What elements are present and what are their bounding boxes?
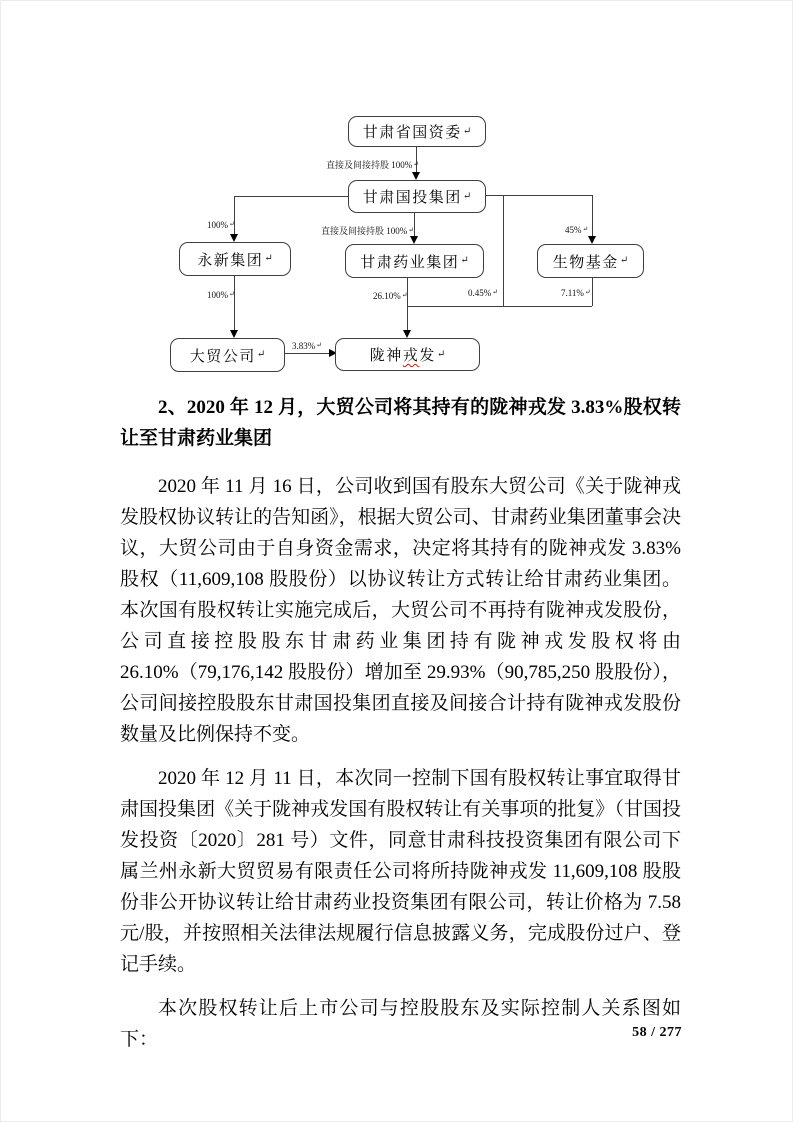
node-gansu-pharma-group	[345, 244, 484, 278]
edge-label-text: 直接及间接持股 100%	[321, 226, 408, 236]
node-label-spellcheck: 戎	[402, 348, 420, 364]
edge-label-45	[565, 225, 588, 235]
node-label: 陇神	[369, 348, 403, 364]
edge-label-direct-indirect-100-pharma	[321, 224, 414, 237]
return-mark: ↵	[229, 220, 235, 228]
node-label: 甘肃国投集团	[362, 190, 462, 206]
edge-label-26-10	[373, 291, 408, 301]
return-mark: ↵	[584, 288, 591, 296]
return-mark: ↵	[229, 290, 235, 298]
edge-label-100-yongxin	[207, 220, 235, 230]
return-mark: ↵	[460, 255, 469, 266]
node-bio-fund	[537, 244, 644, 278]
node-label: 甘肃省国资委	[362, 125, 462, 141]
edge-label-text: 45%	[565, 225, 582, 235]
edge-label-100-damao	[207, 290, 235, 300]
paragraph-share-transfer-notice: 2020 年 11 月 16 日，公司收到国有股东大贸公司《关于陇神戎发股权协议转让的告知函》，根据大贸公司、甘肃药业集团董事会决议，大贸公司由于自身资金需求，决定将其持有的陇神戎发 3.83%股权（11,609,108 股股份）以协议转让方式转让给甘肃药业集团。本次国有股权转让实施完成后，大贸公司不再持有陇神戎发股份，公司直接控股股东甘肃药业集团持有陇神戎发股权将由 26.10%（79,176,142 股股份）增加至 29.93%（90,785,250 股股份），公司间接控股股东甘肃国投集团直接及间接合计持有陇神戎发股份数量及比例保持不变。	[120, 476, 681, 745]
return-mark: ↵	[316, 341, 323, 349]
arrow-down-icon	[410, 236, 418, 244]
return-mark: ↵	[462, 125, 472, 137]
connector-line	[484, 195, 592, 196]
edge-label-direct-indirect-100	[326, 158, 419, 171]
arrow-down-icon	[412, 172, 420, 180]
edge-label-text: 直接及间接持股 100%	[326, 160, 413, 170]
return-mark: ↵	[413, 160, 420, 168]
edge-label-0-45	[468, 288, 498, 298]
node-label: 生物基金	[552, 254, 619, 271]
connector-line	[234, 196, 348, 197]
arrow-down-icon	[588, 236, 596, 244]
connector-line	[407, 276, 408, 331]
return-mark: ↵	[436, 348, 446, 360]
return-mark: ↵	[582, 225, 589, 233]
connector-line	[592, 195, 593, 237]
edge-label-text: 0.45%	[468, 288, 492, 298]
edge-label-text: 100%	[207, 290, 228, 300]
connector-line	[503, 195, 504, 306]
edge-label-7-11	[561, 288, 591, 298]
return-mark: ↵	[462, 190, 472, 202]
edge-label-text: 26.10%	[373, 291, 401, 301]
connector-line	[592, 276, 593, 306]
arrow-down-icon	[403, 330, 411, 338]
node-yongxin-group	[179, 242, 291, 276]
paragraph-approval-document: 2020 年 12 月 11 日，本次同一控制下国有股权转让事宜取得甘肃国投集团《关于陇神戎发国有股权转让有关事项的批复》（甘国投发投资〔2020〕281 号）文件，同意甘肃科技投资集团有限公司下属兰州永新大贸贸易有限责任公司将所持陇神戎发 11,609,108 股股份非公开协议转让给甘肃药业投资集团有限公司，转让价格为 7.58 元/股，并按照相关法律法规履行信息披露义务，完成股份过户、登记手续。	[120, 768, 681, 975]
node-label: 甘肃药业集团	[360, 254, 460, 271]
document-body	[120, 392, 681, 1055]
return-mark: ↵	[401, 291, 408, 299]
connector-line	[283, 353, 329, 354]
node-label: 发	[419, 348, 436, 364]
return-mark: ↵	[264, 253, 273, 264]
connector-line	[407, 306, 592, 307]
page-number: 58 / 277	[632, 1025, 682, 1040]
edge-label-text: 3.83%	[292, 341, 316, 351]
return-mark: ↵	[492, 288, 499, 296]
node-gansu-sasac	[348, 116, 486, 147]
connector-line	[414, 211, 415, 237]
arrow-down-icon	[230, 330, 238, 338]
edge-label-text: 100%	[207, 220, 228, 230]
arrow-down-icon	[230, 234, 238, 242]
section-heading: 2、2020 年 12 月，大贸公司将其持有的陇神戎发 3.83%股权转让至甘肃药业集团	[120, 397, 681, 449]
node-gansu-guotou-group	[348, 180, 486, 213]
return-mark: ↵	[408, 226, 415, 234]
node-label: 永新集团	[197, 252, 264, 269]
node-label: 大贸公司	[189, 348, 256, 365]
node-damao-company	[170, 338, 285, 372]
connector-line	[234, 274, 235, 331]
ownership-structure-diagram	[0, 0, 793, 380]
return-mark: ↵	[619, 255, 629, 266]
node-longshen-rongfa	[335, 338, 480, 371]
paragraph-relationship-chart-intro: 本次股权转让后上市公司与控股股东及实际控制人关系图如下：	[120, 998, 681, 1050]
edge-label-text: 7.11%	[561, 288, 584, 298]
edge-label-3-83	[292, 341, 322, 351]
return-mark: ↵	[256, 349, 266, 360]
